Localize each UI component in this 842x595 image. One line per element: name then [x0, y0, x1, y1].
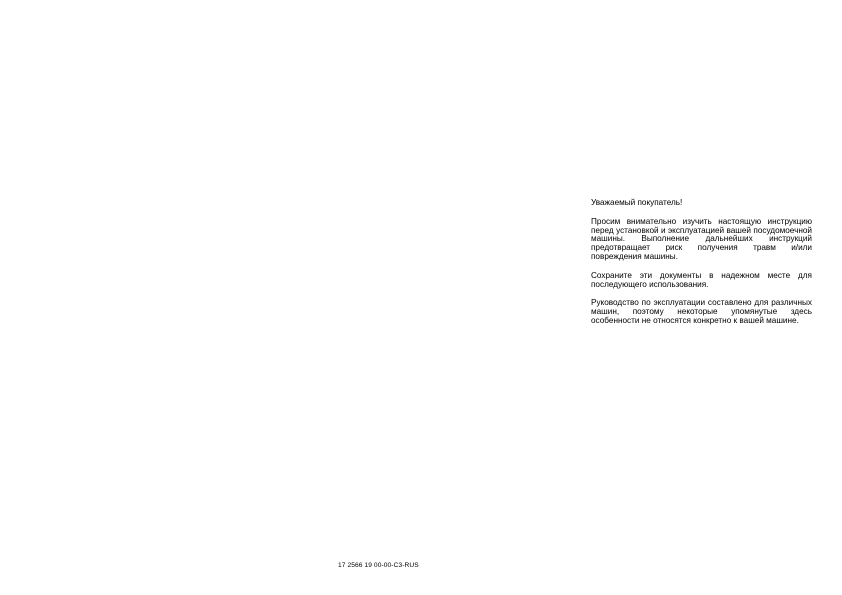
intro-paragraph-3: Руководство по эксплуатации составлено для различных машин, поэтому некоторые упомянутые здесь особенности не относятся конкретно к вашей машине.	[591, 298, 812, 325]
greeting-heading: Уважаемый покупатель!	[591, 198, 683, 207]
intro-text-column	[591, 199, 812, 326]
intro-paragraph-2: Сохраните эти документы в надежном месте для последующего использования.	[591, 270, 812, 289]
intro-paragraph-1: Просим внимательно изучить настоящую инструкцию перед установкой и эксплуатацией вашей посудомоечной машины. Выполнение дальнейших инструкций предотвращает риск получения травм и/или повреждения машины.	[591, 216, 812, 261]
document-code: 17 2566 19 00-00-C3-RUS	[338, 562, 419, 569]
